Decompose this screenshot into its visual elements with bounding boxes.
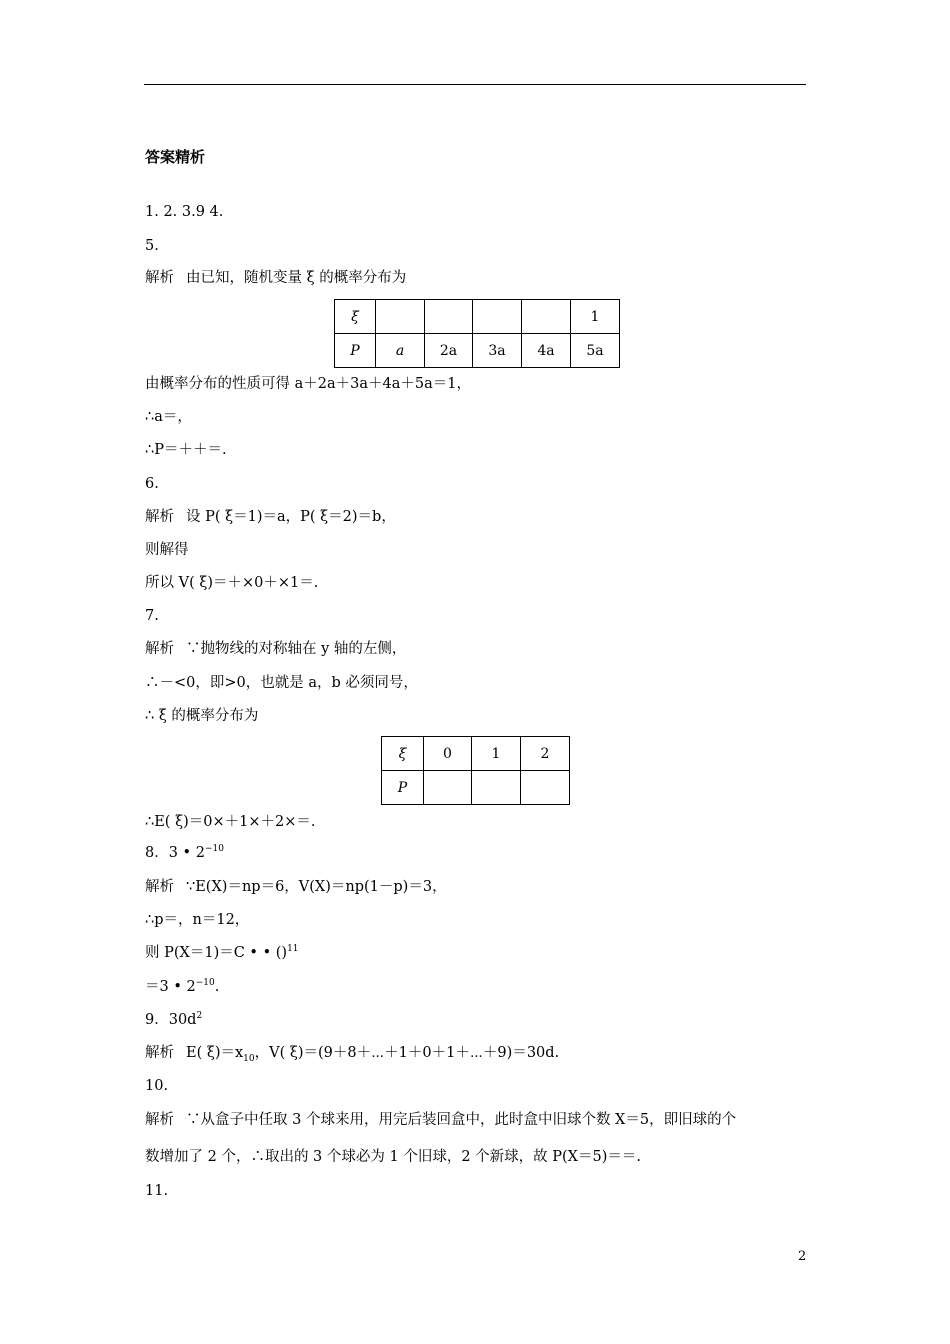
answer-5-line-4: ∴a＝，: [145, 409, 192, 425]
analysis-text: ∵E(X)＝np＝6，V(X)＝np(1－p)＝3，: [186, 879, 447, 895]
table-cell: [424, 771, 472, 805]
table-cell: [425, 300, 473, 334]
distribution-table-1: [334, 299, 620, 368]
formula-text: ，V( ξ)＝(9: [254, 1045, 333, 1061]
answer-5-line-5: ∴P＝＋＋＝.: [145, 442, 227, 458]
header-rule: [144, 84, 806, 85]
answer-6-number: 6.: [145, 476, 159, 492]
analysis-text: 设 P( ξ＝1)＝a，P( ξ＝2)＝b，: [186, 509, 396, 525]
formula-text: ＋⋯＋9: [455, 1045, 507, 1061]
table-cell: ξ: [335, 300, 376, 334]
answer-8-line-3: [145, 943, 299, 963]
table-cell: 0: [424, 737, 472, 771]
answer-8-line-2: ∴p＝，n＝12，: [145, 912, 250, 928]
distribution-table-2: [381, 736, 570, 805]
table-cell: P: [382, 771, 424, 805]
exponent: −10: [195, 978, 215, 989]
answer-7-line-2: ∴－<0，即>0，也就是 a，b 必须同号，: [145, 675, 418, 691]
answer-8-analysis: [145, 877, 447, 897]
formula-text: ＋⋯＋1: [356, 1045, 408, 1061]
answer-9-number: [145, 1010, 202, 1030]
analysis-text: ∵抛物线的对称轴在 y 轴的左侧，: [186, 641, 407, 657]
exponent: −10: [204, 844, 224, 855]
subscript: 10: [243, 1053, 255, 1064]
exponent: 2: [196, 1011, 203, 1022]
answer-8-line-4: [145, 977, 219, 997]
table-cell: 1: [472, 737, 521, 771]
formula-text: )＝30d: [506, 1045, 555, 1061]
analysis-label: 解析: [145, 1045, 174, 1061]
answer-9-value: 9．30d: [145, 1012, 197, 1028]
analysis-text: 由已知，随机变量 ξ 的概率分布为: [186, 270, 407, 286]
answer-7-line-4: ∴E( ξ)＝0×＋1×＋2×＝.: [145, 814, 316, 830]
formula-text: ＋1: [431, 1045, 456, 1061]
exponent: 11: [287, 944, 299, 955]
answer-6-line-2: 则解得: [145, 542, 189, 558]
formula-text: ＋8: [332, 1045, 357, 1061]
table-cell: [473, 300, 522, 334]
answer-10-analysis: [145, 1110, 736, 1130]
answer-8-number: [145, 843, 224, 863]
table-cell: 2: [521, 737, 570, 771]
answer-9-analysis: [145, 1043, 559, 1063]
answer-6-line-3: 所以 V( ξ)＝＋×0＋×1＝.: [145, 575, 319, 591]
table-cell: 1: [571, 300, 620, 334]
answer-6-analysis: [145, 507, 396, 527]
table-cell: P: [335, 334, 376, 368]
answer-8-value: 8．3 • 2: [145, 845, 205, 861]
table-cell: 3a: [473, 334, 522, 368]
answer-5-line-3: 由概率分布的性质可得 a＋2a＋3a＋4a＋5a＝1，: [145, 376, 471, 392]
formula-text: 则 P(X＝1)＝C • • (): [145, 945, 288, 961]
analysis-text: ∵从盒子中任取 3 个球来用，用完后装回盒中，此时盒中旧球个数 X＝5，即旧球的个: [186, 1112, 737, 1128]
answer-7-line-3: ∴ ξ 的概率分布为: [145, 708, 259, 724]
table-cell: [376, 300, 425, 334]
answer-1-4: 1. 2. 3.9 4.: [145, 204, 224, 220]
answer-7-number: 7.: [145, 608, 159, 624]
formula-text: E( ξ)＝x: [186, 1045, 244, 1061]
table-cell: 2a: [425, 334, 473, 368]
formula-tail: .: [214, 979, 220, 995]
table-cell: a: [376, 334, 425, 368]
formula-tail: .: [554, 1045, 560, 1061]
analysis-label: 解析: [145, 509, 174, 525]
answer-7-analysis: [145, 639, 406, 659]
analysis-label: 解析: [145, 270, 174, 286]
section-title: 答案精析: [145, 148, 206, 166]
answer-10-line-2: 数增加了 2 个，∴取出的 3 个球必为 1 个旧球，2 个新球，故 P(X＝5)＝＝.: [145, 1149, 641, 1165]
answer-10-number: 10.: [145, 1078, 169, 1094]
table-cell: [521, 771, 570, 805]
table-cell: ξ: [382, 737, 424, 771]
analysis-label: 解析: [145, 641, 174, 657]
table-cell: 4a: [522, 334, 571, 368]
formula-text: ＋0: [407, 1045, 432, 1061]
answer-5-analysis: [145, 268, 406, 288]
table-cell: [522, 300, 571, 334]
answer-5-number: 5.: [145, 238, 159, 254]
table-cell: 5a: [571, 334, 620, 368]
page-number: 2: [798, 1249, 807, 1264]
table-cell: [472, 771, 521, 805]
formula-text: ＝3 • 2: [145, 979, 196, 995]
analysis-label: 解析: [145, 1112, 174, 1128]
answer-11-number: 11.: [145, 1183, 169, 1199]
analysis-label: 解析: [145, 879, 174, 895]
